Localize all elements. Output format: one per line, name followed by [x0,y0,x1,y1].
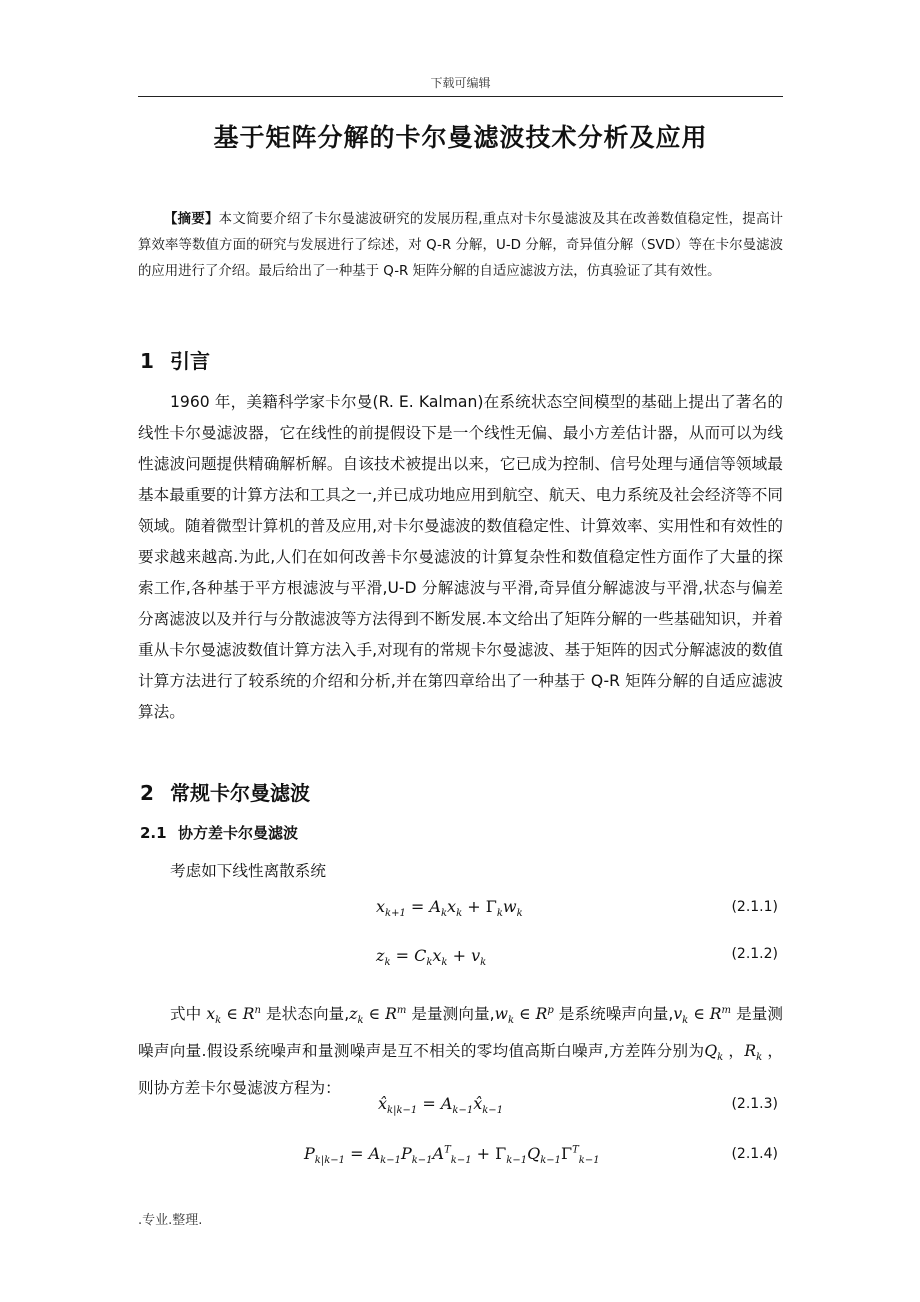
equation-2-1-4: $P_{k|k-1} = A_{k-1}P_{k-1}A^T_{k-1} + \Gamma_{k-1}Q_{k-1}\Gamma^T_{k-1}$ [304,1144,600,1167]
equation-2-1-3: $x̂_{k|k-1}$ = $A_{k-1}x̂_{k-1}$ [378,1094,504,1117]
subsection-2-1-number: 2.1 [140,824,167,842]
page-header: 下载可编辑 [430,76,491,90]
abstract [138,207,783,285]
lead-text: 式中 [170,1005,202,1024]
equation-number-2-1-1: (2.1.1) [731,899,778,915]
page-footer: .专业.整理. [138,1213,203,1228]
section-1-number: 1 [140,349,154,373]
system-intro: 考虑如下线性离散系统 [170,862,326,880]
equation-number-2-1-4: (2.1.4) [731,1146,778,1162]
filter-equation-intro: ，则协方差卡尔曼滤波方程为： [138,1042,783,1098]
section-1-heading [140,345,210,374]
subsection-2-1-title: 协方差卡尔曼滤波 [178,824,299,842]
variables-paragraph: 式中 $x_k$ ∈ $R^n$ 是状态向量$,z_k$ ∈ $R^m$ 是量测向量$,w_k$ ∈ $R^p$ 是系统噪声向量$,v_k$ ∈ $R^m$ 是量测噪声向量.假设系统噪声和量测噪声是互不相关的零均值高斯白噪声,方差阵分别为$Q_k$ ，$R_k$ ，则协方差卡尔曼滤波方程为： [138,1005,783,1098]
header-divider [138,96,783,97]
abstract-label: 【摘要】 [164,212,219,227]
section-2-number: 2 [140,781,154,805]
system-noise-text: 是系统噪声向量, [558,1005,674,1024]
section-2-heading [140,777,310,806]
equation-number-2-1-2: (2.1.2) [731,946,778,962]
measurement-vector-text: 是量测向量, [411,1005,495,1024]
page-title: 基于矩阵分解的卡尔曼滤波技术分析及应用 [213,123,708,152]
subsection-2-1-heading [140,822,298,843]
state-vector-text: 是状态向量, [266,1005,350,1024]
equation-2-1-2: $z_k = C_kx_k + v_k$ [376,946,487,969]
section-2-title: 常规卡尔曼滤波 [170,781,310,805]
section-1-paragraph: 1960 年，美籍科学家卡尔曼(R. E. Kalman)在系统状态空间模型的基础上提出了著名的线性卡尔曼滤波器，它在线性的前提假设下是一个线性无偏、最小方差估计器，从而可以为线性滤波问题提供精确解析解。自该技术被提出以来，它已成为控制、信号处理与通信等领域最基本最重要的计算方法和工具之一,并已成功地应用到航空、航天、电力系统及社会经济等不同领域。随着微型计算机的普及应用,对卡尔曼滤波的数值稳定性、计算效率、实用性和有效性的要求越来越高.为此,人们在如何改善卡尔曼滤波的计算复杂性和数值稳定性方面作了大量的探索工作,各种基于平方根滤波与平滑,U-D 分解滤波与平滑,奇异值分解滤波与平滑,状态与偏差分离滤波以及并行与分散滤波等方法得到不断发展.本文给出了矩阵分解的一些基础知识，并着重从卡尔曼滤波数值计算方法入手,对现有的常规卡尔曼滤波、基于矩阵的因式分解滤波的数值计算方法进行了较系统的介绍和分析,并在第四章给出了一种基于 Q-R 矩阵分解的自适应滤波算法。 [138,393,783,721]
measurement-noise-text: 是量测噪声向量.假设系统噪声和量测噪声是互不相关的零均值高斯白噪声,方差阵分别为 [138,1005,783,1061]
equation-2-1-1: $x_{k+1} = A_kx_k + \Gamma_kw_k$ [376,897,523,920]
section-1-title: 引言 [170,349,210,373]
abstract-text: 本文简要介绍了卡尔曼滤波研究的发展历程,重点对卡尔曼滤波及其在改善数值稳定性，提高计算效率等数值方面的研究与发展进行了综述，对 Q-R 分解，U-D 分解，奇异值分解（SVD）等在卡尔曼滤波的应用进行了介绍。最后给出了一种基于 Q-R 矩阵分解的自适应滤波方法，仿真验证了其有效性。 [138,212,784,279]
equation-number-2-1-3: (2.1.3) [731,1096,778,1112]
